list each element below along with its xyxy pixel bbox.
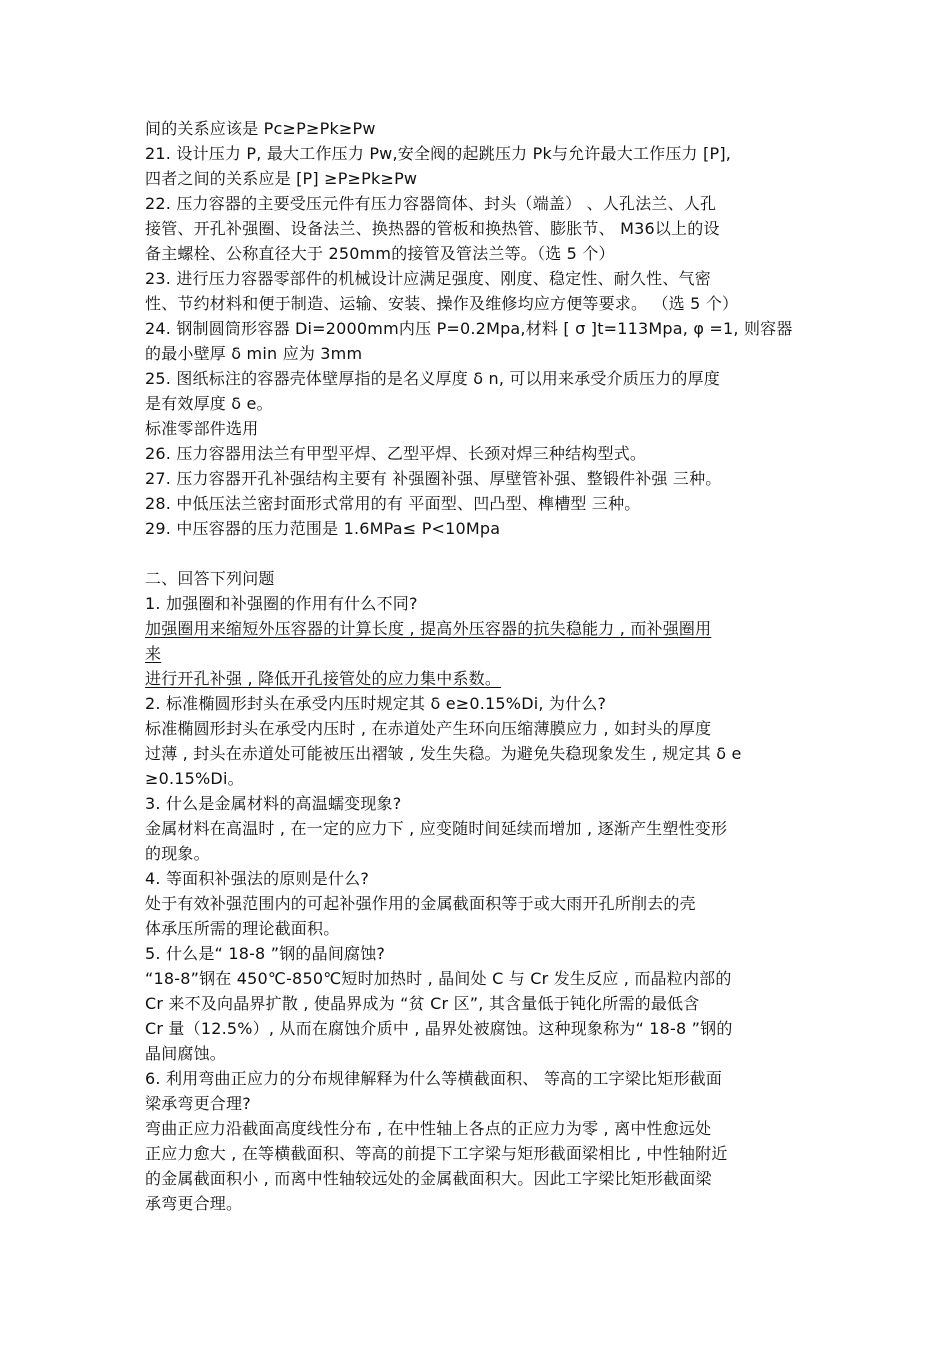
answer-1-line: 加强圈用来缩短外压容器的计算长度 , 提高外压容器的抗失稳能力 , 而补强圈用 [145,619,712,638]
answer-2-line: 标准椭圆形封头在承受内压时 , 在赤道处产生环向压缩薄膜应力 , 如封头的厚度 [145,719,712,738]
answer-4-line: 处于有效补强范围内的可起补强作用的金属截面积等于或大雨开孔所削去的壳 [145,894,696,913]
answer-1-line: 来 [145,644,162,663]
fill-blank-27: 27. 压力容器开孔补强结构主要有 补强圈补强、厚壁管补强、整锻件补强 三种。 [145,469,722,488]
subsection-heading: 标准零部件选用 [145,419,259,438]
fill-blank-22: 22. 压力容器的主要受压元件有压力容器筒体、封头（端盖） 、人孔法兰、人孔 [145,194,717,213]
fill-blank-24: 24. 钢制圆筒形容器 Di=2000mm内压 P=0.2Mpa,材料 [ σ ]t=113Mpa, φ =1, 则容器 [145,319,793,338]
question-2: 2. 标准椭圆形封头在承受内压时规定其 δ e≥0.15%Di, 为什么? [145,694,607,713]
answer-5-line: “18-8”钢在 450℃-850℃短时加热时 , 晶间处 C 与 Cr 发生反应 , 而晶粒内部的 [145,969,732,988]
fill-blank-28: 28. 中低压法兰密封面形式常用的有 平面型、凹凸型、榫槽型 三种。 [145,494,641,513]
answer-5-line: Cr 来不及向晶界扩散 , 使晶界成为 “贫 Cr 区”, 其含量低于钝化所需的最低含 [145,994,700,1013]
answer-5-line: 晶间腐蚀。 [145,1044,227,1063]
answer-2-line: 过薄 , 封头在赤道处可能被压出褶皱 , 发生失稳。为避免失稳现象发生 , 规定其 δ e [145,744,742,763]
fill-blank-23: 23. 进行压力容器零部件的机械设计应满足强度、刚度、稳定性、耐久性、气密 [145,269,711,288]
fill-blank-21: 21. 设计压力 P, 最大工作压力 Pw,安全阀的起跳压力 Pk与允许最大工作压力 [P], [145,144,732,163]
answer-6-line: 弯曲正应力沿截面高度线性分布 , 在中性轴上各点的正应力为零 , 离中性愈远处 [145,1119,712,1138]
text-line: 接管、开孔补强圈、设备法兰、换热器的管板和换热管、膨胀节、 M36以上的设 [145,219,720,238]
question-1: 1. 加强圈和补强圈的作用有什么不同? [145,594,418,613]
answer-6-line: 承弯更合理。 [145,1194,243,1213]
document-body [145,116,815,1216]
text-line: 间的关系应该是 Pc≥P≥Pk≥Pw [145,119,376,138]
text-line: 备主螺栓、公称直径大于 250mm的接管及管法兰等。（选 5 个） [145,244,615,263]
text-line: 四者之间的关系应是 [P] ≥P≥Pk≥Pw [145,169,418,188]
question-4: 4. 等面积补强法的原则是什么? [145,869,370,888]
answer-3-line: 金属材料在高温时 , 在一定的应力下 , 应变随时间延续而增加 , 逐渐产生塑性变形 [145,819,728,838]
answer-4-line: 体承压所需的理论截面积。 [145,919,340,938]
fill-blank-26: 26. 压力容器用法兰有甲型平焊、乙型平焊、长颈对焊三种结构型式。 [145,444,647,463]
text-line: 性、节约材料和便于制造、运输、安装、操作及维修均应方便等要求。 （选 5 个） [145,294,739,313]
fill-blank-29: 29. 中压容器的压力范围是 1.6MPa≤ P<10Mpa [145,519,501,538]
answer-2-line: ≥0.15%Di。 [145,769,244,788]
answer-6-line: 的金属截面积小 , 而离中性轴较远处的金属截面积大。因此工字梁比矩形截面梁 [145,1169,712,1188]
answer-6-line: 正应力愈大 , 在等横截面积、等高的前提下工字梁与矩形截面梁相比 , 中性轴附近 [145,1144,728,1163]
text-line: 的最小壁厚 δ min 应为 3mm [145,344,363,363]
fill-blank-25: 25. 图纸标注的容器壳体壁厚指的是名义厚度 δ n, 可以用来承受介质压力的厚度 [145,369,721,388]
answer-3-line: 的现象。 [145,844,210,863]
text-line: 是有效厚度 δ e。 [145,394,273,413]
question-3: 3. 什么是金属材料的高温蠕变现象? [145,794,402,813]
answer-5-line: Cr 量（12.5%）, 从而在腐蚀介质中 , 晶界处被腐蚀。这种现象称为“ 18-8 ”钢的 [145,1019,733,1038]
question-6: 梁承弯更合理? [145,1094,251,1113]
spacer [145,541,815,566]
question-6: 6. 利用弯曲正应力的分布规律解释为什么等横截面积、 等高的工字梁比矩形截面 [145,1069,723,1088]
answer-1-line: 进行开孔补强 , 降低开孔接管处的应力集中系数。 [145,669,502,688]
section-title: 二、回答下列问题 [145,569,275,588]
question-5: 5. 什么是“ 18-8 ”钢的晶间腐蚀? [145,944,386,963]
